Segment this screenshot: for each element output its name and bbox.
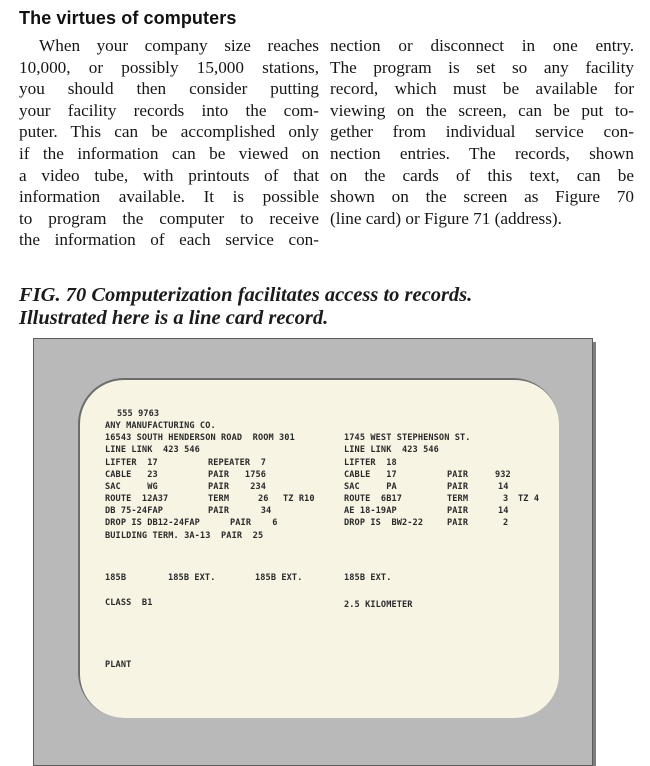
screen-sac-2: SAC PA xyxy=(344,482,397,492)
screen-pair-2c-value: 14 xyxy=(498,506,509,516)
screen-building-term: BUILDING TERM. 3A-13 PAIR 25 xyxy=(105,531,264,541)
text-line: shown on the screen as Figure 70 xyxy=(330,187,634,207)
screen-plant: PLANT xyxy=(105,660,132,670)
body-text-right-column xyxy=(330,35,634,229)
screen-drop-2: DROP IS BW2-22 xyxy=(344,518,424,528)
section-heading: The virtues of computers xyxy=(19,8,237,28)
text-line: gether from individual service con- xyxy=(330,122,634,142)
screen-term-2-value: 3 xyxy=(503,494,509,504)
screen-line-link-2: LINE LINK 423 546 xyxy=(344,445,439,455)
screen-company: ANY MANUFACTURING CO. xyxy=(105,421,216,431)
screen-pair-1d: PAIR 6 xyxy=(230,518,278,528)
screen-field-185b-ext-2: 185B EXT. xyxy=(255,573,303,583)
text-line: When your company size reaches xyxy=(39,36,319,55)
text-line: if the information can be viewed on xyxy=(19,143,319,163)
text-line: 10,000, or possibly 15,000 stations, xyxy=(19,57,319,77)
figure-caption xyxy=(19,284,472,330)
screen-route-2: ROUTE 6B17 xyxy=(344,494,403,504)
screen-db-1: DB 75-24FAP xyxy=(105,506,164,516)
caption-line-2: Illustrated here is a line card record. xyxy=(19,307,329,329)
screen-pair-1a: PAIR 1756 xyxy=(208,470,267,480)
screen-pair-1c: PAIR 34 xyxy=(208,506,272,516)
screen-tz-1: TZ R10 xyxy=(283,494,315,504)
text-line: record, which must be available for xyxy=(330,79,634,99)
text-line: (line card) or Figure 71 (address). xyxy=(330,208,562,228)
screen-sac-1: SAC WG xyxy=(105,482,158,492)
text-line: the information of each service con- xyxy=(19,230,319,250)
text-line: on the cards of this text, can be xyxy=(330,165,634,185)
screen-lifter-1: LIFTER 17 xyxy=(105,458,158,468)
text-line: your facility records into the com- xyxy=(19,100,319,120)
screen-cable-2: CABLE 17 xyxy=(344,470,397,480)
screen-repeater: REPEATER 7 xyxy=(208,458,267,468)
screen-drop-1: DROP IS DB12-24FAP xyxy=(105,518,200,528)
text-line: nection or disconnect in one entry. xyxy=(330,36,634,55)
screen-field-185b-ext-1: 185B EXT. xyxy=(168,573,216,583)
text-line: viewing on the screen, can be put to- xyxy=(330,100,634,120)
caption-line-1: FIG. 70 Computerization facilitates access to records. xyxy=(19,284,473,306)
screen-lifter-2: LIFTER 18 xyxy=(344,458,397,468)
screen-term-1: TERM xyxy=(208,494,230,504)
screen-ae-2: AE 18-19AP xyxy=(344,506,397,516)
screen-pair-2d-value: 2 xyxy=(503,518,509,528)
screen-term-2: TERM xyxy=(447,494,469,504)
text-line: a video tube, with printouts of that xyxy=(19,165,319,185)
monitor-screen xyxy=(80,380,559,718)
screen-address-2: 1745 WEST STEPHENSON ST. xyxy=(344,433,471,443)
screen-cable-1: CABLE 23 xyxy=(105,470,158,480)
text-line: to program the computer to receive xyxy=(19,208,319,228)
screen-pair-2a-value: 932 xyxy=(495,470,511,480)
screen-field-185b-ext-3: 185B EXT. xyxy=(344,573,392,583)
text-line: you should then consider putting xyxy=(19,79,319,99)
text-line: puter. This can be accomplished only xyxy=(19,122,319,142)
text-line: nection entries. The records, shown xyxy=(330,143,634,163)
screen-field-185b: 185B xyxy=(105,573,127,583)
body-text-left-column xyxy=(19,35,319,251)
screen-pair-2d: PAIR xyxy=(447,518,469,528)
text-line: The program is set so any facility xyxy=(330,57,634,77)
screen-line-link-1: LINE LINK 423 546 xyxy=(105,445,200,455)
screen-pair-2a: PAIR xyxy=(447,470,469,480)
screen-address-1: 16543 SOUTH HENDERSON ROAD ROOM 301 xyxy=(105,433,295,443)
screen-tz-2: TZ 4 xyxy=(518,494,540,504)
screen-class: CLASS B1 xyxy=(105,598,153,608)
screen-pair-2c: PAIR xyxy=(447,506,469,516)
screen-pair-2b-value: 14 xyxy=(498,482,509,492)
screen-pair-1b: PAIR 234 xyxy=(208,482,267,492)
screen-pair-2b: PAIR xyxy=(447,482,469,492)
text-line: information available. It is possible xyxy=(19,187,319,207)
screen-term-1-value: 26 xyxy=(258,494,269,504)
screen-route-1: ROUTE 12A37 xyxy=(105,494,169,504)
screen-distance: 2.5 KILOMETER xyxy=(344,600,413,610)
screen-phone: 555 9763 xyxy=(117,409,160,419)
